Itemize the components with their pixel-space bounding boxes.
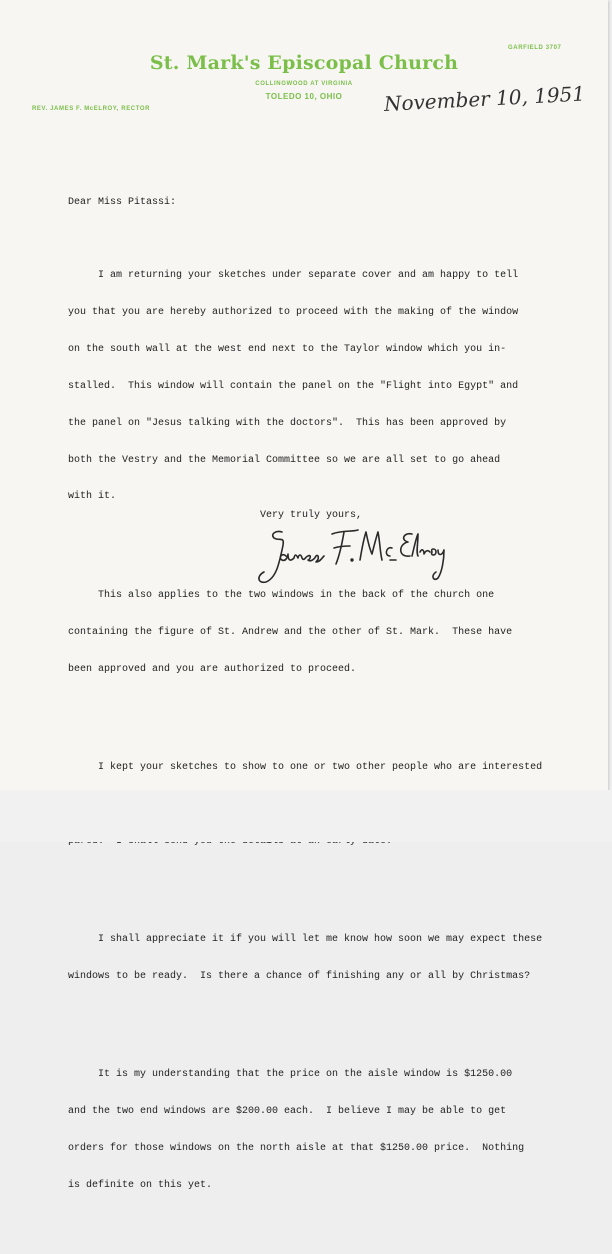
signature-text: James F. McElroy bbox=[252, 520, 262, 521]
handwritten-date: November 10, 1951 bbox=[383, 81, 586, 116]
paragraph-5 bbox=[68, 1045, 542, 1217]
letterhead-city: TOLEDO 10, OHIO bbox=[265, 92, 343, 101]
text-line: containing the figure of St. Andrew and the other of St. Mark. These have bbox=[68, 626, 513, 638]
text-line: been approved and you are authorized to proceed. bbox=[68, 663, 357, 675]
closing: Very truly yours, bbox=[260, 510, 363, 521]
text-line: This also applies to the two windows in the back of the church one bbox=[68, 589, 495, 601]
text-line: windows to be ready. Is there a chance of finishing any or all by Christmas? bbox=[68, 971, 531, 982]
scan-bottom-margin bbox=[0, 790, 612, 842]
text-line: both the Vestry and the Memorial Committee so we are all set to go ahead bbox=[68, 454, 501, 466]
text-line: I am returning your sketches under separate cover and am happy to tell bbox=[68, 270, 519, 282]
text-line: I kept your sketches to show to one or two other people who are interested bbox=[68, 761, 543, 773]
letterhead-phone: GARFIELD 3707 bbox=[508, 45, 562, 51]
paragraph-4 bbox=[68, 910, 542, 1008]
paragraph-1 bbox=[68, 245, 542, 528]
letterhead-street: COLLINGWOOD AT VIRGINIA bbox=[255, 81, 353, 87]
text-line: you that you are hereby authorized to proceed with the making of the window bbox=[68, 306, 519, 318]
text-line: is definite on this yet. bbox=[68, 1180, 213, 1192]
text-line: on the south wall at the west end next to the Taylor window which you in- bbox=[68, 343, 507, 355]
text-line: stalled. This window will contain the panel on the "Flight into Egypt" and bbox=[68, 380, 519, 392]
text-line: orders for those windows on the north aisle at that $1250.00 price. Nothing bbox=[68, 1143, 525, 1155]
text-line: It is my understanding that the price on the aisle window is $1250.00 bbox=[68, 1069, 513, 1081]
text-line: and the two end windows are $200.00 each. I believe I may be able to get bbox=[68, 1106, 507, 1118]
salutation: Dear Miss Pitassi: bbox=[68, 196, 177, 208]
letterhead-rector: REV. JAMES F. McELROY, RECTOR bbox=[32, 106, 151, 112]
handwritten-signature bbox=[252, 520, 452, 590]
text-line: with it. bbox=[68, 491, 117, 503]
text-line: the panel on "Jesus talking with the doctors". This has been approved by bbox=[68, 417, 507, 429]
letter-body bbox=[68, 172, 542, 1254]
text-line: I shall appreciate it if you will let me know how soon we may expect these bbox=[68, 934, 543, 946]
letterhead-church-name: St. Mark's Episcopal Church bbox=[149, 52, 459, 74]
